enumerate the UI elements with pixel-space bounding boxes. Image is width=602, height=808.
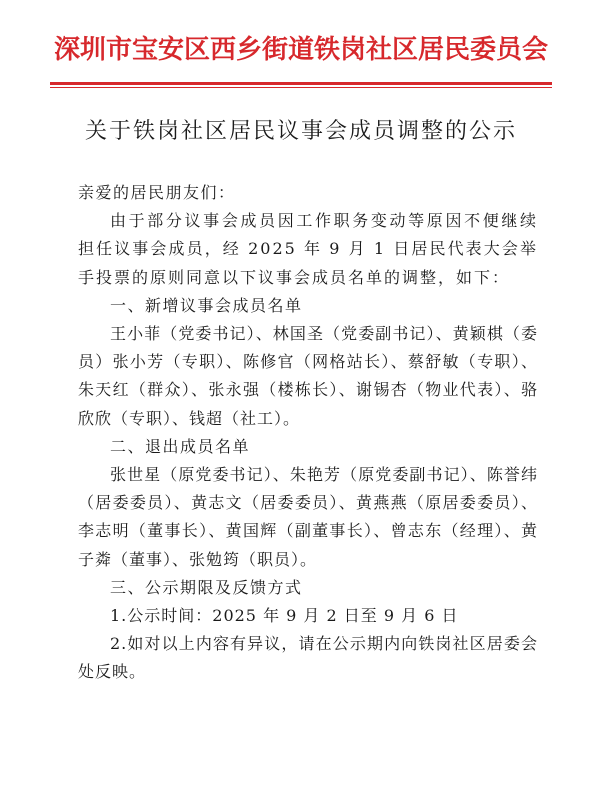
notice-heading: 三、公示期限及反馈方式 — [110, 577, 303, 597]
exit-members-heading: 二、退出成员名单 — [110, 436, 251, 456]
exit-members-list: 张世星（原党委书记）、朱艳芳（原党委副书记）、陈誉纬（居委委员）、黄志文（居委委员）、黄燕燕（原居委委员）、李志明（董事长）、黄国辉（副董事长）、曾志东（经理）、黄子粦（董事）、张勉筠（职员）。 — [78, 465, 538, 569]
header-rule-thick — [50, 82, 552, 85]
notice-period: 1.公示时间：2025 年 9 月 2 日至 9 月 6 日 — [110, 606, 459, 626]
org-header-title: 深圳市宝安区西乡街道铁岗社区居民委员会 — [53, 35, 548, 65]
new-members-heading: 一、新增议事会成员名单 — [110, 295, 303, 315]
intro-paragraph: 由于部分议事会成员因工作职务变动等原因不便继续担任议事会成员，经 2025 年 9 月 1 日居民代表大会举手投票的原则同意以下议事会成员名单的调整，如下： — [78, 211, 538, 287]
document-title: 关于铁岗社区居民议事会成员调整的公示 — [84, 119, 517, 144]
feedback-method: 2.如对以上内容有异议，请在公示期内向铁岗社区居委会处反映。 — [78, 634, 538, 682]
salutation: 亲爱的居民朋友们： — [78, 183, 236, 202]
header-rule-thin — [50, 87, 552, 88]
document-body — [78, 179, 538, 687]
new-members-list: 王小菲（党委书记）、林国圣（党委副书记）、黄颖棋（委员）张小芳（专职）、陈修官（网格站长）、蔡舒敏（专职）、朱天红（群众）、张永强（楼栋长）、谢锡杏（物业代表）、骆欣欣（专职）、钱超（社工）。 — [78, 324, 538, 428]
